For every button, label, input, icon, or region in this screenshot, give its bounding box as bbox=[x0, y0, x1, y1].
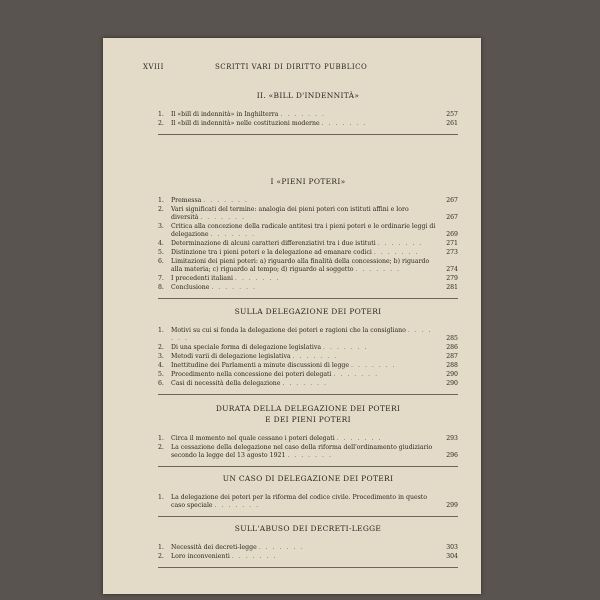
running-title: SCRITTI VARI DI DIRITTO PUBBLICO bbox=[215, 63, 368, 71]
entry-text: Il «bill di indennità» in Inghilterra . . . . . . . bbox=[171, 111, 326, 118]
entry-page-number: 267 bbox=[446, 197, 458, 204]
leader-dots: . . . . . . . bbox=[336, 435, 382, 442]
entry-page-number: 271 bbox=[446, 240, 458, 247]
section-divider bbox=[158, 394, 458, 395]
toc-entry bbox=[158, 444, 458, 460]
leader-dots: . . . . . . . bbox=[231, 553, 277, 560]
section-title: II. «BILL D'INDENNITÀ» bbox=[256, 91, 360, 100]
entry-number: 1. bbox=[158, 494, 164, 501]
entry-page-number: 273 bbox=[446, 249, 458, 256]
toc-section bbox=[158, 306, 458, 395]
entry-page-number: 299 bbox=[446, 502, 458, 509]
entry-text: Necessità dei decreti-legge . . . . . . . bbox=[171, 544, 304, 551]
entry-number: 5. bbox=[158, 249, 164, 256]
entry-page-number: 279 bbox=[446, 275, 458, 282]
toc-section bbox=[158, 403, 458, 467]
entry-number: 1. bbox=[158, 197, 164, 204]
toc-entry bbox=[158, 544, 458, 552]
toc-entry bbox=[158, 362, 458, 370]
toc-entry bbox=[158, 258, 458, 274]
entry-text: Metodi varii di delegazione legislativa . . . . . . . bbox=[171, 353, 338, 360]
toc-entry bbox=[158, 553, 458, 561]
leader-dots: . . . . . . . bbox=[355, 266, 401, 273]
entry-text: Distinzione tra i pieni poteri e la delegazione ad emanare codici . . . . . . . bbox=[171, 249, 419, 256]
entry-text: Vari significati del termine: analogia dei pieni poteri con istituti affini e loro diversità . . . . . . . bbox=[171, 206, 409, 221]
toc-entry bbox=[158, 240, 458, 248]
entry-number: 8. bbox=[158, 284, 164, 291]
entry-text: Motivi su cui si fonda la delegazione dei poteri e ragioni che la consigliano . . . . . . . bbox=[171, 327, 433, 342]
entry-text: Premessa . . . . . . . bbox=[171, 197, 249, 204]
entry-page-number: 267 bbox=[446, 214, 458, 221]
entry-page-number: 269 bbox=[446, 231, 458, 238]
entry-number: 2. bbox=[158, 553, 164, 560]
leader-dots: . . . . . . . bbox=[214, 502, 260, 509]
toc-entry bbox=[158, 353, 458, 361]
entry-number: 6. bbox=[158, 380, 164, 387]
entry-page-number: 286 bbox=[446, 344, 458, 351]
entry-text: Circa il momento nel quale cessano i poteri delegati . . . . . . . bbox=[171, 435, 382, 442]
entry-page-number: 285 bbox=[446, 335, 458, 342]
entry-number: 1. bbox=[158, 327, 164, 334]
entry-page-number: 296 bbox=[446, 452, 458, 459]
leader-dots: . . . . . . . bbox=[211, 284, 257, 291]
toc-entry bbox=[158, 206, 458, 222]
entry-number: 3. bbox=[158, 223, 164, 230]
toc-entry bbox=[158, 380, 458, 388]
entry-number: 7. bbox=[158, 275, 164, 282]
entry-text: Il «bill di indennità» nelle costituzioni moderne . . . . . . . bbox=[171, 120, 367, 127]
entry-text: Inettitudine dei Parlamenti a minute discussioni di legge . . . . . . . bbox=[171, 362, 397, 369]
toc-entry bbox=[158, 275, 458, 283]
entry-page-number: 261 bbox=[446, 120, 458, 127]
entry-page-number: 293 bbox=[446, 435, 458, 442]
section-divider bbox=[158, 567, 458, 568]
leader-dots: . . . . . . . bbox=[210, 231, 256, 238]
entry-number: 4. bbox=[158, 240, 164, 247]
entry-number: 2. bbox=[158, 344, 164, 351]
section-divider bbox=[158, 134, 458, 135]
book-page bbox=[103, 38, 481, 594]
entry-page-number: 281 bbox=[446, 284, 458, 291]
section-divider bbox=[158, 466, 458, 467]
toc-entry bbox=[158, 120, 458, 128]
entry-page-number: 303 bbox=[446, 544, 458, 551]
leader-dots: . . . . . . . bbox=[258, 544, 304, 551]
leader-dots: . . . . . . . bbox=[203, 197, 249, 204]
leader-dots: . . . . . . . bbox=[282, 380, 328, 387]
page-content bbox=[103, 38, 481, 594]
entry-number: 2. bbox=[158, 120, 164, 127]
toc-entry bbox=[158, 284, 458, 292]
entry-page-number: 290 bbox=[446, 371, 458, 378]
entry-text: Determinazione di alcuni caratteri differenziativi tra i due istituti . . . . . . . bbox=[171, 240, 423, 247]
section-divider bbox=[158, 298, 458, 299]
toc-entry bbox=[158, 327, 458, 343]
toc-entry bbox=[158, 344, 458, 352]
entry-text: Loro inconvenienti . . . . . . . bbox=[171, 553, 277, 560]
entry-number: 6. bbox=[158, 258, 164, 265]
toc-entry bbox=[158, 197, 458, 205]
section-divider bbox=[158, 516, 458, 517]
toc-entry bbox=[158, 435, 458, 443]
entry-number: 2. bbox=[158, 206, 164, 213]
section-title: SULLA DELEGAZIONE DEI POTERI bbox=[234, 307, 382, 316]
section-title: SULL'ABUSO DEI DECRETI-LEGGE bbox=[234, 524, 382, 533]
leader-dots: . . . . . . . bbox=[373, 249, 419, 256]
entry-number: 1. bbox=[158, 544, 164, 551]
entry-page-number: 304 bbox=[446, 553, 458, 560]
entry-number: 3. bbox=[158, 353, 164, 360]
entry-number: 1. bbox=[158, 111, 164, 118]
entry-page-number: 257 bbox=[446, 111, 458, 118]
leader-dots: . . . . . . . bbox=[234, 275, 280, 282]
leader-dots: . . . . . . . bbox=[287, 452, 333, 459]
leader-dots: . . . . . . . bbox=[321, 120, 367, 127]
leader-dots: . . . . . . . bbox=[377, 240, 423, 247]
toc-entry bbox=[158, 111, 458, 119]
entry-text: Casi di necessità della delegazione . . . . . . . bbox=[171, 380, 328, 387]
leader-dots: . . . . . . . bbox=[323, 344, 369, 351]
entry-page-number: 288 bbox=[446, 362, 458, 369]
entry-number: 2. bbox=[158, 444, 164, 451]
entry-page-number: 290 bbox=[446, 380, 458, 387]
entry-page-number: 287 bbox=[446, 353, 458, 360]
toc-entry bbox=[158, 249, 458, 257]
leader-dots: . . . . . . . bbox=[171, 327, 433, 342]
section-title: DURATA DELLA DELEGAZIONE DEI POTERI E DEI PIENI POTERI bbox=[215, 404, 401, 424]
entry-text: Conclusione . . . . . . . bbox=[171, 284, 257, 291]
toc-section bbox=[158, 176, 458, 299]
leader-dots: . . . . . . . bbox=[292, 353, 338, 360]
entry-page-number: 274 bbox=[446, 266, 458, 273]
entry-text: La delegazione dei poteri per la riforma del codice civile. Procedimento in questo caso speciale . . . . . . . bbox=[171, 494, 427, 509]
toc-entry bbox=[158, 494, 458, 510]
entry-number: 4. bbox=[158, 362, 164, 369]
entry-number: 5. bbox=[158, 371, 164, 378]
leader-dots: . . . . . . . bbox=[200, 214, 246, 221]
toc-section bbox=[158, 473, 458, 517]
leader-dots: . . . . . . . bbox=[280, 111, 326, 118]
entry-text: Procedimento nella concessione dei poteri delegati . . . . . . . bbox=[171, 371, 379, 378]
entry-text: I precedenti italiani . . . . . . . bbox=[171, 275, 280, 282]
entry-text: Limitazioni dei pieni poteri: a) riguardo alla finalità della concessione; b) riguardo alla materia; c) riguardo al tempo; d) riguardo al soggetto . . . . . . . bbox=[171, 258, 430, 273]
entry-number: 1. bbox=[158, 435, 164, 442]
page-folio: XVIII bbox=[143, 63, 164, 71]
entry-text: Critica alla concezione della radicale antitesi tra i pieni poteri e le ordinarie leggi di delegazione . . . . . . . bbox=[171, 223, 436, 238]
leader-dots: . . . . . . . bbox=[333, 371, 379, 378]
toc-entry bbox=[158, 371, 458, 379]
section-title: I «PIENI POTERI» bbox=[270, 177, 346, 186]
toc-section bbox=[158, 90, 458, 135]
toc-entry bbox=[158, 223, 458, 239]
entry-text: La cessazione della delegazione nel caso della riforma dell'ordinamento giudiziario secondo la legge del 13 agosto 1921 . . . . . . . bbox=[171, 444, 433, 459]
leader-dots: . . . . . . . bbox=[351, 362, 397, 369]
toc-section bbox=[158, 523, 458, 568]
entry-text: Di una speciale forma di delegazione legislativa . . . . . . . bbox=[171, 344, 369, 351]
section-title: UN CASO DI DELEGAZIONE DEI POTERI bbox=[222, 474, 394, 483]
